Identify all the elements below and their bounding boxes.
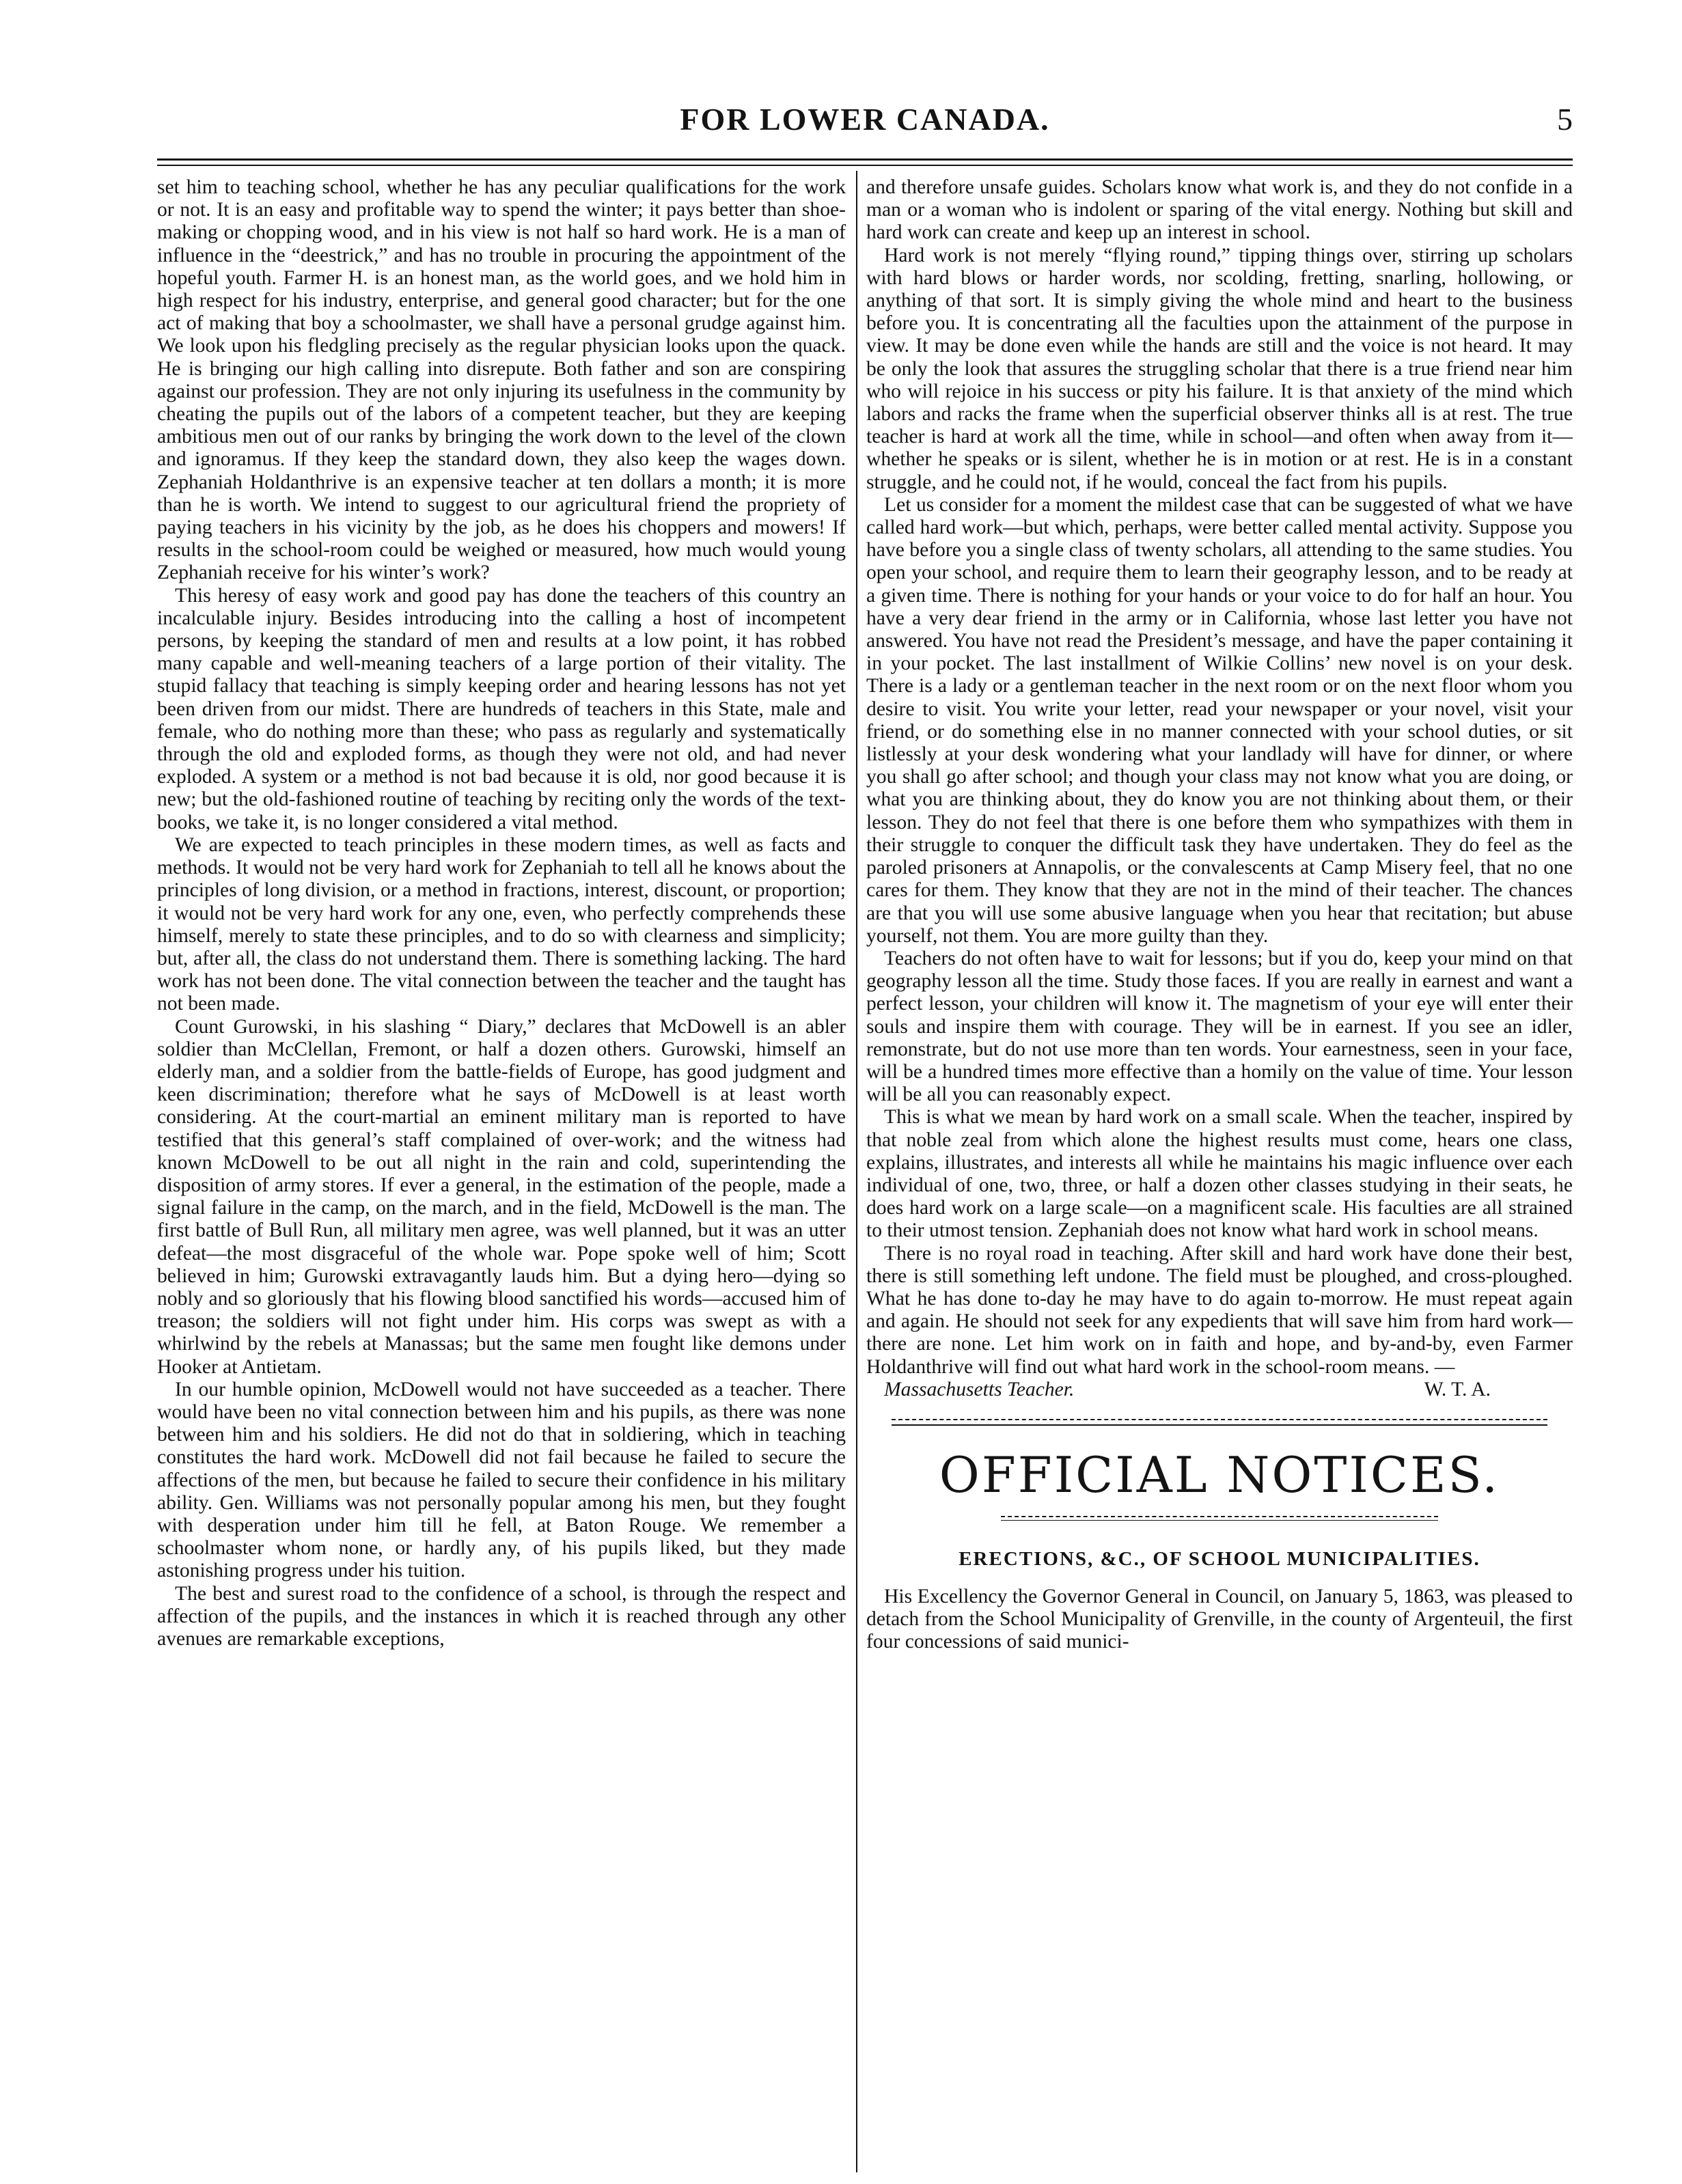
page-header: [157, 101, 1573, 142]
column-divider: [856, 171, 857, 2172]
running-title: FOR LOWER CANADA.: [680, 102, 1050, 137]
paragraph: This heresy of easy work and good pay has done the teachers of this country an incalculable injury. Besides introducing into the calling a host of incompetent persons, by keeping the standard of men and results at a low point, it has robbed many capable and well-meaning teachers of a large portion of their vitality. The stupid fallacy that teaching is simply keeping order and hearing lessons has not yet been driven from our midst. There are hundreds of teachers in this State, male and female, who do nothing more than these; who pass as regularly and systematically through the old and exploded forms, as though they were not old, and had never exploded. A system or a method is not bad because it is old, nor good because it is new; but the old-fashioned routine of teaching by reciting only the words of the text-books, we take it, is no longer considered a vital method.: [157, 584, 846, 833]
paragraph: There is no royal road in teaching. After skill and hard work have done their best, there is still something left undone. The field must be ploughed, and cross-ploughed. What he has done to-day he may have to do again to-morrow. He must repeat again and again. He should not seek for any expedients that will save him from hard work—there are none. Let him work on in faith and hope, and by-and-by, even Farmer Holdanthrive will find out what hard work in the school-room means. —: [866, 1242, 1573, 1378]
paragraph: We are expected to teach principles in these modern times, as well as facts and methods. It would not be very hard work for Zephaniah to tell all he knows about the principles of long division, or a method in fractions, interest, discount, or proportion; it would not be very hard work for any one, even, who perfectly comprehends these himself, merely to state these principles, and to do so with clearness and simplicity; but, after all, the class do not understand them. There is something lacking. The hard work has not been done. The vital connection between the teacher and the taught has not been made.: [157, 833, 846, 1015]
page-number: 5: [1557, 102, 1573, 137]
paragraph: Count Gurowski, in his slashing “ Diary,” declares that McDowell is an abler soldier than McClellan, Fremont, or half a dozen others. Gurowski, himself an elderly man, and a soldier from the battle-fields of Europe, has good judgment and keen discrimination; therefore what he says of McDowell is at least worth considering. At the court-martial an eminent military man is reported to have testified that this general’s staff complained of over-work; and the witness had known McDowell to be out all night in the rain and cold, superintending the disposition of army stores. If ever a general, in the estimation of the people, made a signal failure in the camp, on the march, and in the field, McDowell is the man. The first battle of Bull Run, all military men agree, was well planned, but it was an utter defeat—the most disgraceful of the whole war. Pope spoke well of him; Scott believed in him; Gurowski extravagantly lauds him. But a dying hero—dying so nobly and so gloriously that his flowing blood sanctified his words—accused him of treason; the soldiers will not fight under him. His corps was swept as with a whirlwind by the rebels at Manassas; but the same men fought like demons under Hooker at Antietam.: [157, 1015, 846, 1378]
header-rule: [157, 158, 1573, 166]
section-title: OFFICIAL NOTICES.: [939, 1446, 1500, 1504]
paragraph: Hard work is not merely “flying round,” tipping things over, stirring up scholars with hard blows or harder words, nor scolding, fretting, snarling, hollowing, or anything of that sort. It is simply giving the whole mind and heart to the business before you. It is concentrating all the faculties upon the attainment of the purpose in view. It may be done even while the hands are still and the voice is not heard. It may be only the look that assures the struggling scholar that there is a true friend near him who will rejoice in his success or pity his failure. It is that anxiety of the mind which labors and racks the frame when the superficial observer thinks all is at rest. The true teacher is hard at work all the time, while in school—and often when away from it—whether he speaks or is silent, whether he is in motion or at rest. He is in a constant struggle, and he could not, if he would, conceal the fact from his pupils.: [866, 244, 1573, 493]
paragraph: Let us consider for a moment the mildest case that can be suggested of what we have called hard work—but which, perhaps, were better called mental activity. Suppose you have before you a single class of twenty scholars, all attending to the same studies. You open your school, and require them to learn their geography lesson, and to be ready at a given time. There is nothing for your hands or your voice to do for half an hour. You have a very dear friend in the army or in California, whose last letter you have not answered. You have not read the President’s message, and have the paper containing it in your pocket. The last installment of Wilkie Collins’ new novel is on your desk. There is a lady or a gentleman teacher in the next room or on the next floor whom you desire to visit. You write your letter, read your newspaper or your novel, visit your friend, or do something else in no manner connected with your school duties, or sit listlessly at your desk wondering what your landlady will have for dinner, or where you shall go after school; and though your class may not know what you are doing, or what you are thinking about, they do know you are not thinking about them, or their lesson. They do not feel that there is one before them who sympathizes with them in their struggle to conquer the difficult task they have undertaken. They do feel as the paroled prisoners at Annapolis, or the convalescents at Camp Misery feel, that no one cares for them. They know that they are not in the mind of their teacher. The chances are that you will use some abusive language when you hear that recitation; but abuse yourself, not them. You are more guilty than they.: [866, 493, 1573, 947]
section-separator-short: [1001, 1516, 1438, 1521]
section-separator: [892, 1419, 1547, 1426]
subsection-title: ERECTIONS, &C., OF SCHOOL MUNICIPALITIES.: [959, 1547, 1480, 1570]
right-column: [866, 176, 1573, 1654]
paragraph: and therefore unsafe guides. Scholars know what work is, and they do not confide in a man or a woman who is indolent or sparing of the vital energy. Nothing but skill and hard work can create and keep up an interest in school.: [866, 176, 1573, 244]
paragraph: Teachers do not often have to wait for lessons; but if you do, keep your mind on that geography lesson all the time. Study those faces. If you are really in earnest and want a perfect lesson, your children will know it. The magnetism of your eye will enter their souls and inspire them with courage. They will be in earnest. If you see an idler, remonstrate, but do not use more than ten words. Your earnestness, seen in your face, will be a hundred times more effective than a homily on the value of time. Your lesson will be all you can reasonably expect.: [866, 947, 1573, 1106]
article-source: Massachusetts Teacher.: [884, 1378, 1075, 1400]
article-signoff: [866, 1379, 1573, 1401]
notice-paragraph: His Excellency the Governor General in Council, on January 5, 1863, was pleased to detach from the School Municipality of Grenville, in the county of Argenteuil, the first four concessions of said munici-: [866, 1585, 1573, 1653]
paragraph: This is what we mean by hard work on a small scale. When the teacher, inspired by that noble zeal from which alone the highest results must come, hears one class, explains, illustrates, and interests all while he maintains his magic influence over each individual of one, two, three, or half a dozen other classes studying in their seats, he does hard work on a large scale—on a magnificent scale. His faculties are all strained to their utmost tension. Zephaniah does not know what hard work in school means.: [866, 1106, 1573, 1242]
author-initials: W. T. A.: [1424, 1378, 1491, 1400]
paragraph: In our humble opinion, McDowell would not have succeeded as a teacher. There would have been no vital connection between him and his pupils, as there was none between him and his soldiers. He did not do that in soldiering, which in teaching constitutes the hard work. McDowell did not fail because he failed to secure the affections of the men, but because he failed to secure their confidence in his military ability. Gen. Williams was not personally popular among his men, but they fought with desperation under him till he fell, at Baton Rouge. We remember a schoolmaster whom none, or hardly any, of his pupils liked, but they made astonishing progress under his tuition.: [157, 1378, 846, 1582]
left-column: [157, 176, 846, 1650]
paragraph: set him to teaching school, whether he has any peculiar qualifications for the work or not. It is an easy and profitable way to spend the winter; it pays better than shoe-making or chopping wood, and in his view is not half so hard work. He is a man of influence in the “deestrick,” and has no trouble in procuring the appointment of the hopeful youth. Farmer H. is an honest man, as the world goes, and we hold him in high respect for his industry, enterprise, and general good character; but for the one act of making that boy a schoolmaster, we shall have a personal grudge against him. We look upon his fledgling precisely as the regular physician looks upon the quack. He is bringing our high calling into disrepute. Both father and son are conspiring against our profession. They are not only injuring its usefulness in the community by cheating the pupils out of the labors of a competent teacher, but they are keeping ambitious men out of our ranks by bringing the work down to the level of the clown and ignoramus. If they keep the standard down, they also keep the wages down. Zephaniah Holdanthrive is an expensive teacher at ten dollars a month; it is more than he is worth. We intend to suggest to our agricultural friend the propriety of paying teachers in his vicinity by the job, as he does his choppers and mowers! If results in the school-room could be weighed or measured, how much would young Zephaniah receive for his winter’s work?: [157, 176, 846, 584]
paragraph: The best and surest road to the confidence of a school, is through the respect and affection of the pupils, and the instances in which it is reached through any other avenues are remarkable exceptions,: [157, 1582, 846, 1650]
